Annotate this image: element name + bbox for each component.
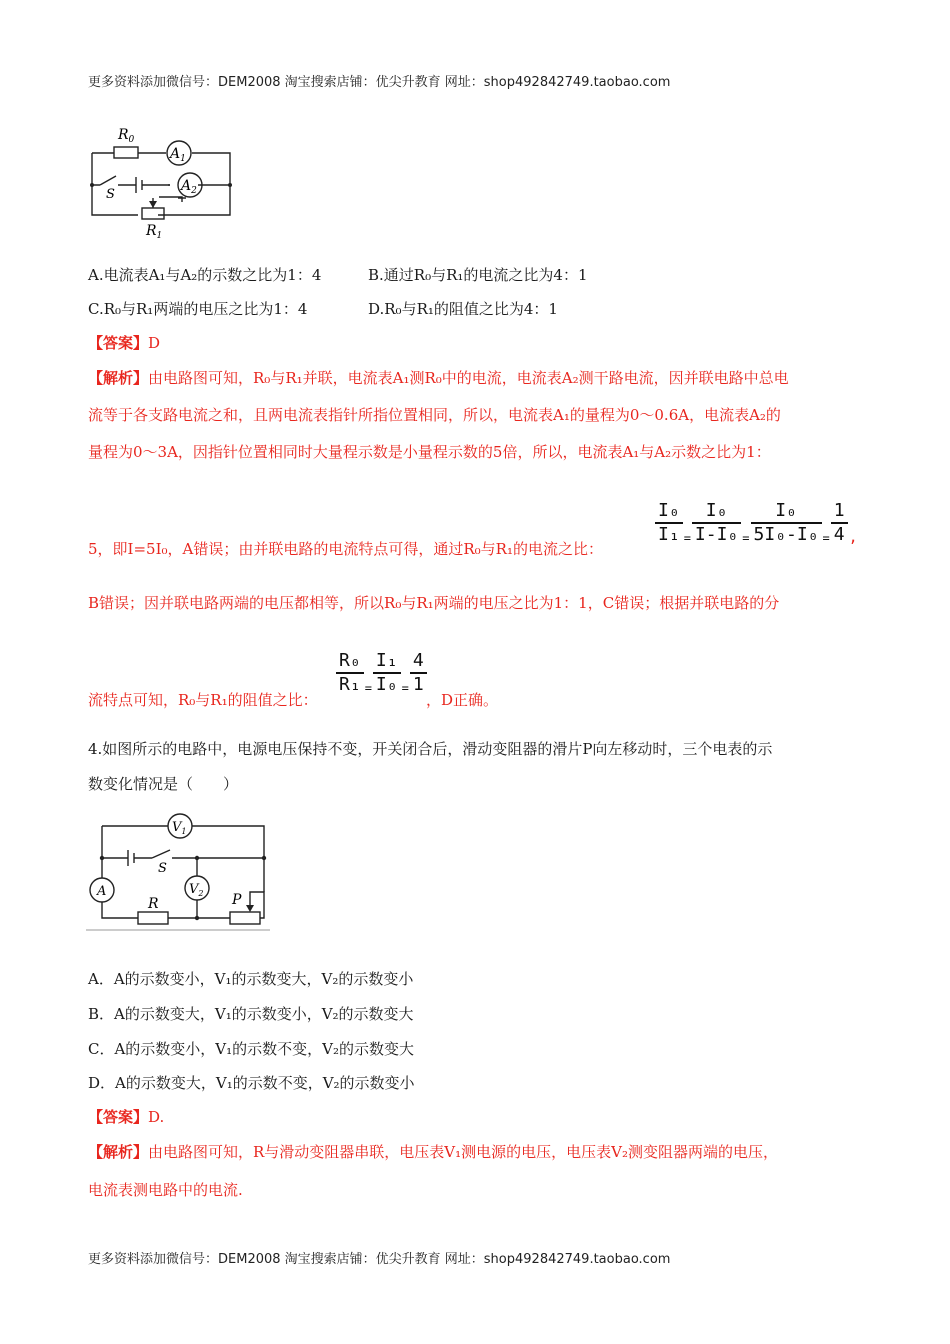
voltmeter-v2-label: $V_2$ xyxy=(189,882,204,898)
q3-analysis-line-5: B错误；因并联电路两端的电压都相等，所以R₀与R₁两端的电压之比为1：1，C错误；根据并联电路的分 xyxy=(88,594,780,612)
circuit-diagram-1 xyxy=(86,122,242,240)
q3-analysis-line-4: 5，即I=5I₀，A错误；由并联电路的电流特点可得，通过R₀与R₁的电流之比： xyxy=(88,540,603,558)
q3-analysis-line-1: 【解析】由电路图可知，R₀与R₁并联，电流表A₁测R₀中的电流，电流表A₂测干路电流，因并联电路中总电 xyxy=(88,369,789,387)
q4-option-d: D．A的示数变大，V₁的示数不变，V₂的示数变小 xyxy=(88,1074,415,1092)
q3-option-d: D.R₀与R₁的阻值之比为4：1 xyxy=(368,300,558,318)
r1-label: $R_1$ xyxy=(146,223,163,240)
q3-analysis-line-6: 流特点可知，R₀与R₁的阻值之比： xyxy=(88,691,318,709)
q3-analysis-line-3: 量程为0～3A，因指针位置相同时大量程示数是小量程示数的5倍，所以，电流表A₁与A₂示数之比为1： xyxy=(88,443,771,461)
q4-option-c: C．A的示数变小，V₁的示数不变，V₂的示数变大 xyxy=(88,1040,415,1058)
q3-analysis-line-6-end: ，D正确。 xyxy=(426,691,499,709)
q4-analysis-line-1: 【解析】由电路图可知，R与滑动变阻器串联，电压表V₁测电源的电压，电压表V₂测变阻器两端的电压， xyxy=(88,1143,779,1161)
q3-option-b: B.通过R₀与R₁的电流之比为4：1 xyxy=(368,266,588,284)
voltmeter-v1-label: $V_1$ xyxy=(172,820,187,836)
ammeter-a-label: A xyxy=(97,884,107,899)
slider-p-label: P xyxy=(232,892,242,908)
q4-option-b: B．A的示数变大，V₁的示数变小，V₂的示数变大 xyxy=(88,1005,414,1023)
switch-s-label: S xyxy=(106,187,115,202)
q3-option-c: C.R₀与R₁两端的电压之比为1：4 xyxy=(88,300,308,318)
r0-label: $R_0$ xyxy=(118,127,135,145)
q3-answer: 【答案】D xyxy=(88,334,161,352)
switch-s-label-2: S xyxy=(158,861,167,876)
ammeter-a1-label: $A_1$ xyxy=(170,146,186,164)
q4-question-line-2: 数变化情况是（ ） xyxy=(88,775,239,793)
q4-option-a: A．A的示数变小，V₁的示数变大，V₂的示数变小 xyxy=(88,970,414,988)
q3-option-a: A.电流表A₁与A₂的示数之比为1：4 xyxy=(88,266,322,284)
formula-resistance-ratio: $\frac{\text{R₀}}{\text{R₁}}$ $_=$ $\frac{\text{I₁}}{\text{I₀}}$ $_=$ $\frac{4}{1}$ xyxy=(336,650,427,696)
formula-current-ratio: $\frac{\text{I₀}}{\text{I₁}}$ $_=$ $\frac{\text{I₀}}{\text{I-I₀}}$ $_=$ $\frac{\text{I₀}}{\text{5I₀-I₀}}$ $_=$ $\frac{1}{4}$ , xyxy=(655,500,859,546)
circuit-diagram-2 xyxy=(86,806,270,934)
page-footer: 更多资料添加微信号：DEM2008 淘宝搜索店铺：优尖升教育 网址：shop492842749.taobao.com xyxy=(88,1252,671,1267)
q4-answer: 【答案】D. xyxy=(88,1108,165,1126)
ammeter-a2-label: $A_2$ xyxy=(181,178,197,196)
q4-analysis-line-2: 电流表测电路中的电流. xyxy=(88,1181,243,1199)
resistor-r-label: R xyxy=(148,896,159,912)
q3-analysis-line-2: 流等于各支路电流之和，且两电流表指针所指位置相同，所以，电流表A₁的量程为0～0.6A，电流表A₂的 xyxy=(88,406,781,424)
q4-question-line-1: 4.如图所示的电路中，电源电压保持不变，开关闭合后，滑动变阻器的滑片P向左移动时，三个电表的示 xyxy=(88,740,773,758)
page-header: 更多资料添加微信号：DEM2008 淘宝搜索店铺：优尖升教育 网址：shop492842749.taobao.com xyxy=(88,75,671,90)
